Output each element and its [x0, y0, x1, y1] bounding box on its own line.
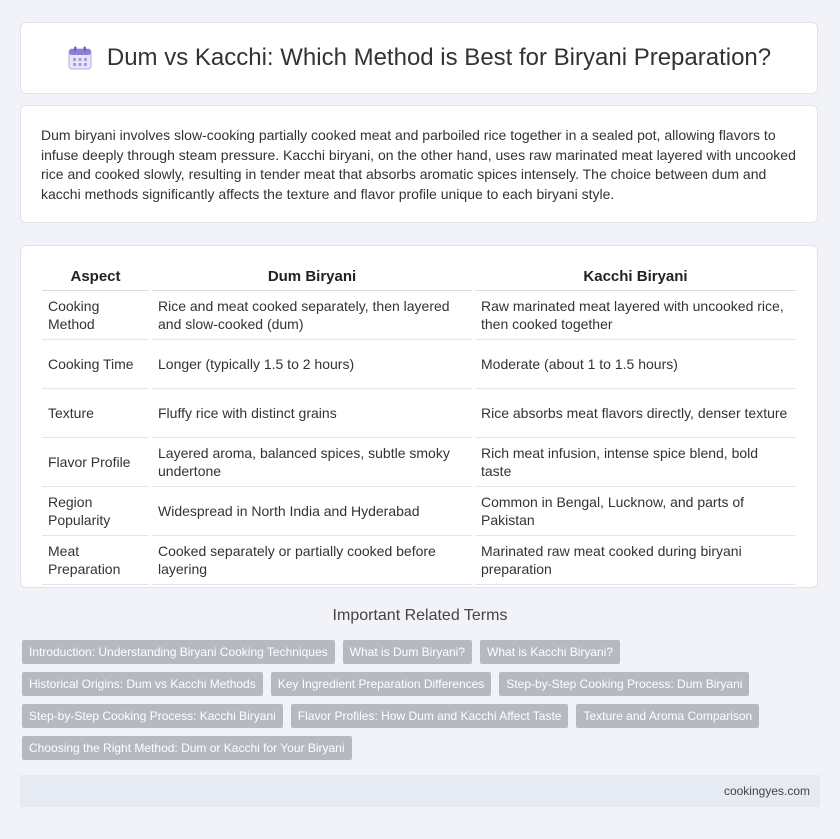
header-kacchi-biryani: Kacchi Biryani [475, 262, 796, 291]
table-row [42, 389, 796, 438]
related-term-tag[interactable]: Choosing the Right Method: Dum or Kacchi for Your Biryani [22, 736, 352, 760]
aspect-cell: Texture [42, 389, 149, 438]
table-row [42, 487, 796, 536]
related-term-tag[interactable]: Step-by-Step Cooking Process: Dum Biryani [499, 672, 749, 696]
page-title: Dum vs Kacchi: Which Method is Best for Biryani Preparation? [106, 44, 772, 71]
calendar-icon [67, 45, 93, 71]
table-row [42, 291, 796, 340]
related-term-tag[interactable]: Introduction: Understanding Biryani Cooking Techniques [22, 640, 335, 664]
dum-cell: Widespread in North India and Hyderabad [152, 487, 472, 536]
kacchi-cell: Moderate (about 1 to 1.5 hours) [475, 340, 796, 389]
related-terms-list [22, 640, 812, 768]
aspect-cell: Cooking Method [42, 291, 149, 340]
aspect-cell: Flavor Profile [42, 438, 149, 487]
header-aspect: Aspect [42, 262, 149, 291]
kacchi-cell: Rich meat infusion, intense spice blend, bold taste [475, 438, 796, 487]
aspect-cell: Region Popularity [42, 487, 149, 536]
comparison-card [20, 245, 818, 588]
kacchi-cell: Rice absorbs meat flavors directly, denser texture [475, 389, 796, 438]
footer-site-link[interactable]: cookingyes.com [723, 784, 810, 798]
table-row [42, 438, 796, 487]
comparison-table [39, 262, 799, 585]
dum-cell: Rice and meat cooked separately, then layered and slow-cooked (dum) [152, 291, 472, 340]
related-term-tag[interactable]: Historical Origins: Dum vs Kacchi Methods [22, 672, 263, 696]
related-terms-heading: Important Related Terms [332, 607, 508, 624]
intro-card [20, 105, 818, 223]
related-term-tag[interactable]: What is Dum Biryani? [343, 640, 472, 664]
kacchi-cell: Raw marinated meat layered with uncooked rice, then cooked together [475, 291, 796, 340]
header-card [20, 22, 818, 94]
dum-cell: Cooked separately or partially cooked before layering [152, 536, 472, 585]
dum-cell: Longer (typically 1.5 to 2 hours) [152, 340, 472, 389]
table-row [42, 536, 796, 585]
aspect-cell: Cooking Time [42, 340, 149, 389]
related-term-tag[interactable]: Key Ingredient Preparation Differences [271, 672, 492, 696]
header-dum-biryani: Dum Biryani [152, 262, 472, 291]
related-term-tag[interactable]: What is Kacchi Biryani? [480, 640, 620, 664]
dum-cell: Layered aroma, balanced spices, subtle smoky undertone [152, 438, 472, 487]
related-term-tag[interactable]: Step-by-Step Cooking Process: Kacchi Biryani [22, 704, 283, 728]
kacchi-cell: Common in Bengal, Lucknow, and parts of Pakistan [475, 487, 796, 536]
related-term-tag[interactable]: Texture and Aroma Comparison [576, 704, 759, 728]
related-term-tag[interactable]: Flavor Profiles: How Dum and Kacchi Affect Taste [291, 704, 569, 728]
intro-paragraph: Dum biryani involves slow-cooking partially cooked meat and parboiled rice together in a sealed pot, allowing flavors to infuse deeply through steam pressure. Kacchi biryani, on the other hand, uses raw marinated meat layered with uncooked rice and cooked slowly, resulting in tender meat that absorbs aromatic spices intensely. The choice between dum and kacchi methods significantly affects the texture and flavor profile unique to each biryani style. [41, 127, 796, 202]
dum-cell: Fluffy rice with distinct grains [152, 389, 472, 438]
kacchi-cell: Marinated raw meat cooked during biryani preparation [475, 536, 796, 585]
table-row [42, 340, 796, 389]
aspect-cell: Meat Preparation [42, 536, 149, 585]
footer [20, 775, 820, 807]
